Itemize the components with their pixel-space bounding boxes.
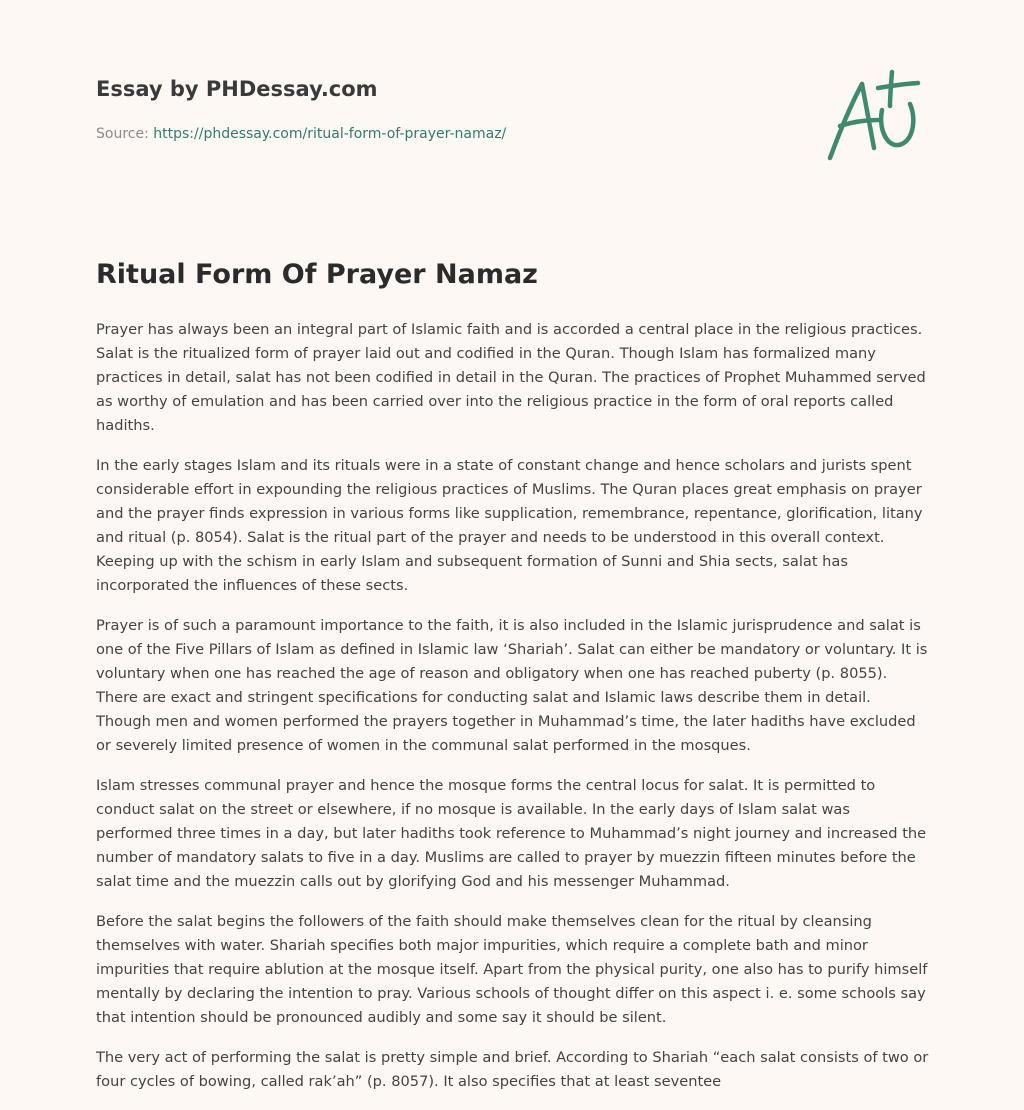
source-label: Source: — [96, 126, 149, 142]
essay-paragraph: Islam stresses communal prayer and hence the mosque forms the central locus for salat. It is permitted to conduct salat on the street or elsewhere, if no mosque is available. In the early days of Islam salat was performed three times in a day, but later hadiths took reference to Muhammad’s night journey and increased the number of mandatory salats to five in a day. Muslims are called to prayer by muezzin fifteen minutes before the salat time and the muezzin calls out by glorifying God and his messenger Muhammad. — [96, 777, 927, 890]
source-link[interactable]: https://phdessay.com/ritual-form-of-prayer-namaz/ — [153, 126, 507, 142]
essay-title: Ritual Form Of Prayer Namaz — [96, 259, 538, 290]
source-line — [96, 124, 928, 144]
essay-paragraph: Before the salat begins the followers of the faith should make themselves clean for the ritual by cleansing themselves with water. Shariah specifies both major impurities, which require a complete bath and minor impurities that require ablution at the mosque itself. Apart from the physical purity, one also has to purify himself mentally by declaring the intention to pray. Various schools of thought differ on this aspect i. e. some schools say that intention should be pronounced audibly and some say it should be silent. — [96, 913, 928, 1026]
essay-paragraph: Prayer has always been an integral part of Islamic faith and is accorded a central place in the religious practices. Salat is the ritualized form of prayer laid out and codified in the Quran. Though Islam has formalized many practices in detail, salat has not been codified in detail in the Quran. The practices of Prophet Muhammed served as worthy of emulation and has been carried over into the religious practice in the form of oral reports called hadiths. — [96, 321, 926, 434]
essay-paragraph: Prayer is of such a paramount importance to the faith, it is also included in the Islamic jurisprudence and salat is one of the Five Pillars of Islam as defined in Islamic law ‘Shariah’. Salat can either be mandatory or voluntary. It is voluntary when one has reached the age of reason and obligatory when one has reached puberty (p. 8055). There are exact and stringent specifications for conducting salat and Islamic laws describe them in detail. Though men and women performed the prayers together in Muhammad’s time, the later hadiths have excluded or severely limited presence of women in the communal salat performed in the mosques. — [96, 617, 928, 754]
essay-paragraph: In the early stages Islam and its rituals were in a state of constant change and hence scholars and jurists spent considerable effort in expounding the religious practices of Muslims. The Quran places great emphasis on prayer and the prayer finds expression in various forms like supplication, remembrance, repentance, glorification, litany and ritual (p. 8054). Salat is the ritual part of the prayer and needs to be understood in this overall context. Keeping up with the schism in early Islam and subsequent formation of Sunni and Shia sects, salat has incorporated the influences of these sects. — [96, 457, 923, 594]
essay-header — [96, 74, 928, 144]
a-plus-logo-icon — [820, 66, 930, 166]
brand-title: Essay by PHDessay.com — [96, 77, 378, 101]
essay-paragraph: The very act of performing the salat is pretty simple and brief. According to Shariah “each salat consists of two or four cycles of bowing, called rak’ah” (p. 8057). It also specifies that at least seventee — [96, 1049, 929, 1090]
essay-content — [96, 254, 930, 1110]
